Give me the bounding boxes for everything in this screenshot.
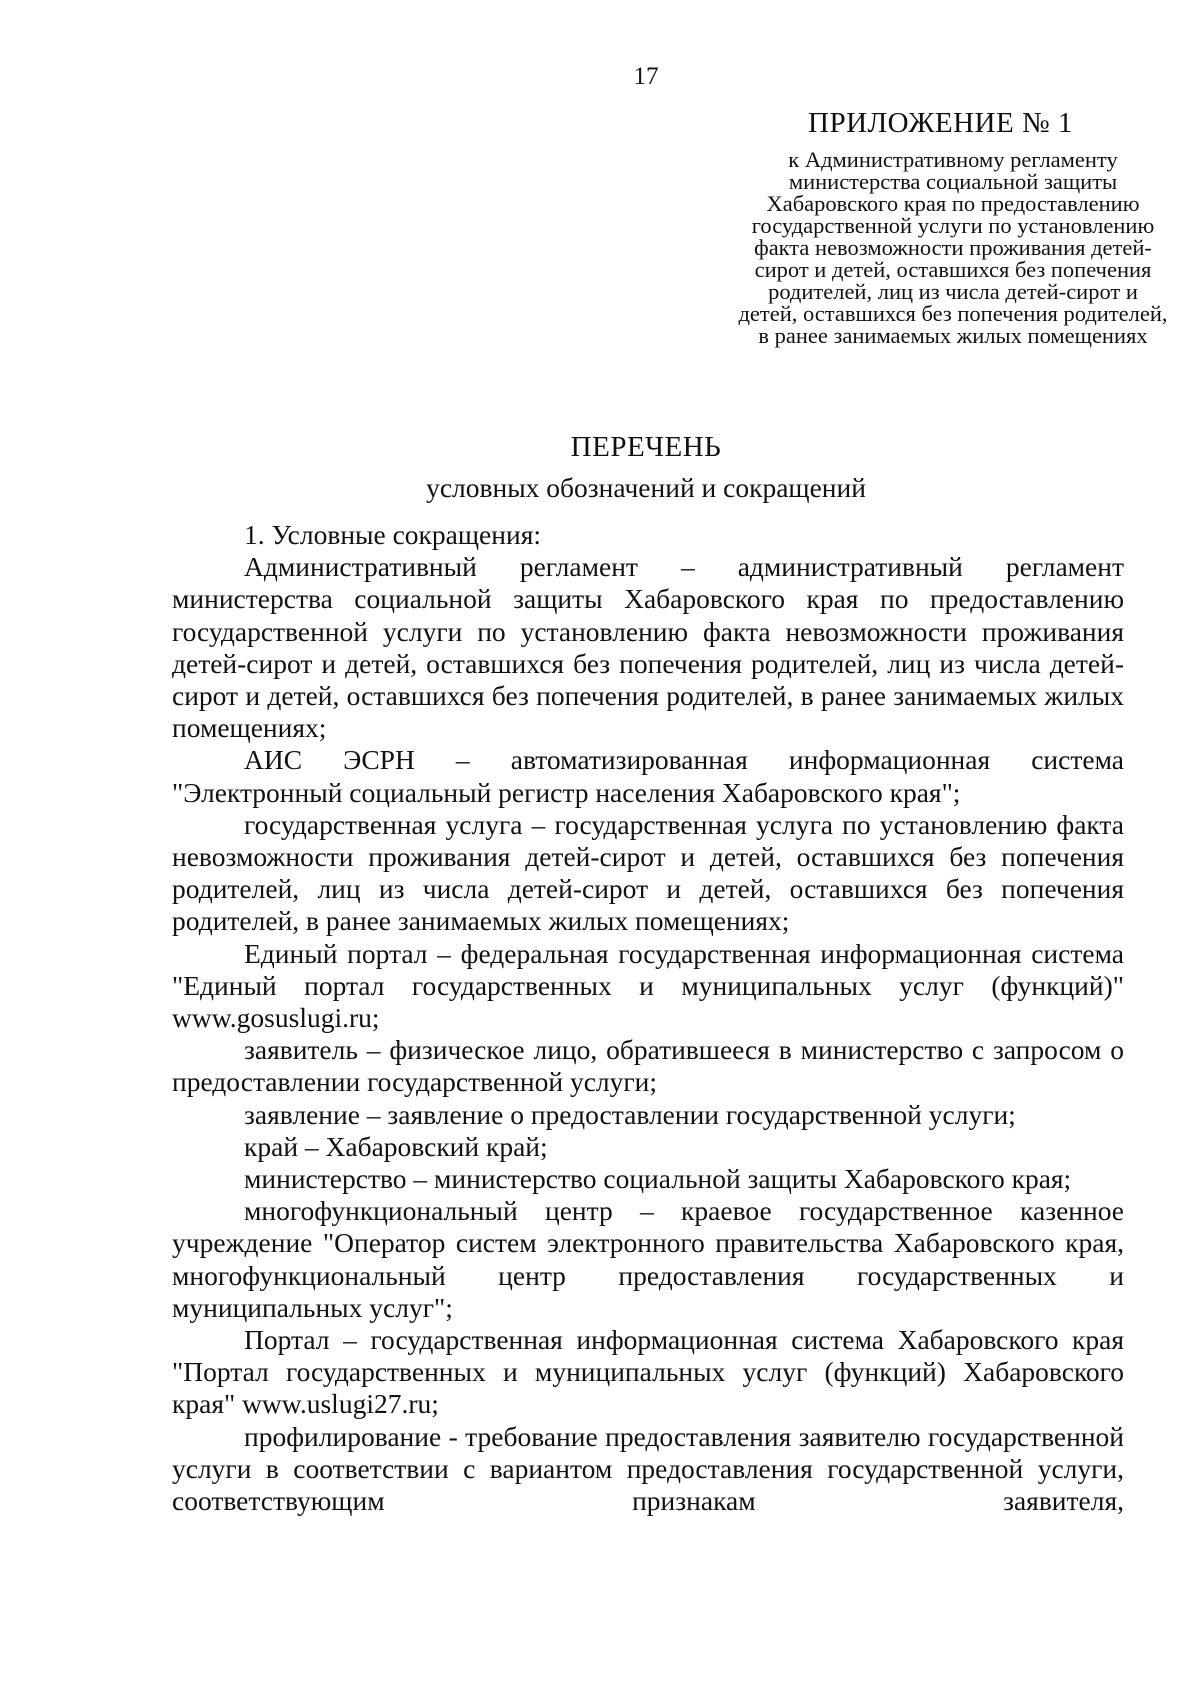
paragraph-ais-esrn: АИС ЭСРН – автоматизированная информационная система "Электронный социальный регистр населения Хабаровского края"; <box>172 744 1124 808</box>
page-number: 17 <box>633 63 659 90</box>
document-subtitle: условных обозначений и сокращений <box>426 472 866 503</box>
appendix-note: к Административному регламенту министерства социальной защиты Хабаровского края по предоставлению государственной услуги по установлению факта невозможности проживания детей-сирот и детей, оставшихся без попечения родителей, лиц из числа детей-сирот и детей, оставшихся без попечения родителей, в ранее занимаемых жилых помещениях <box>738 147 1168 348</box>
paragraph-admin-regulation: Административный регламент – административный регламент министерства социальной защиты Хабаровского края по предоставлению государственной услуги по установлению факта невозможности проживания детей-сирот и детей, оставшихся без попечения родителей, лиц из числа детей-сирот и детей, оставшихся без попечения родителей, в ранее занимаемых жилых помещениях; <box>172 551 1124 744</box>
paragraph-application: заявление – заявление о предоставлении государственной услуги; <box>244 1098 1016 1130</box>
appendix-heading: ПРИЛОЖЕНИЕ № 1 <box>808 107 1073 139</box>
paragraph-applicant: заявитель – физическое лицо, обратившееся в министерство с запросом о предоставлении государственной услуги; <box>172 1034 1124 1098</box>
paragraph-ministry: министерство – министерство социальной защиты Хабаровского края; <box>244 1163 1072 1195</box>
paragraph-state-service: государственная услуга – государственная услуга по установлению факта невозможности проживания детей-сирот и детей, оставшихся без попечения родителей, лиц из числа детей-сирот и детей, оставшихся без попечения родителей, в ранее занимаемых жилых помещениях; <box>172 808 1124 937</box>
paragraph-profiling: профилирование - требование предоставления заявителю государственной услуги в соответствии с вариантом предоставления государственной услуги, соответствующим признакам заявителя, <box>172 1420 1124 1517</box>
abbreviations-list <box>172 519 1124 1517</box>
paragraph-region: край – Хабаровский край; <box>244 1130 548 1162</box>
paragraph-section-heading: 1. Условные сокращения: <box>244 519 541 550</box>
paragraph-portal: Портал – государственная информационная система Хабаровского края "Портал государственных и муниципальных услуг (функций) Хабаровского края" www.uslugi27.ru; <box>172 1324 1124 1420</box>
paragraph-unified-portal: Единый портал – федеральная государственная информационная система "Единый портал государственных и муниципальных услуг (функций)" www.gosuslugi.ru; <box>172 937 1124 1034</box>
paragraph-multifunctional-center: многофункциональный центр – краевое государственное казенное учреждение "Оператор систем электронного правительства Хабаровского края, многофункциональный центр предоставления государственных и муниципальных услуг"; <box>172 1195 1124 1323</box>
document-title: ПЕРЕЧЕНЬ <box>570 431 722 463</box>
